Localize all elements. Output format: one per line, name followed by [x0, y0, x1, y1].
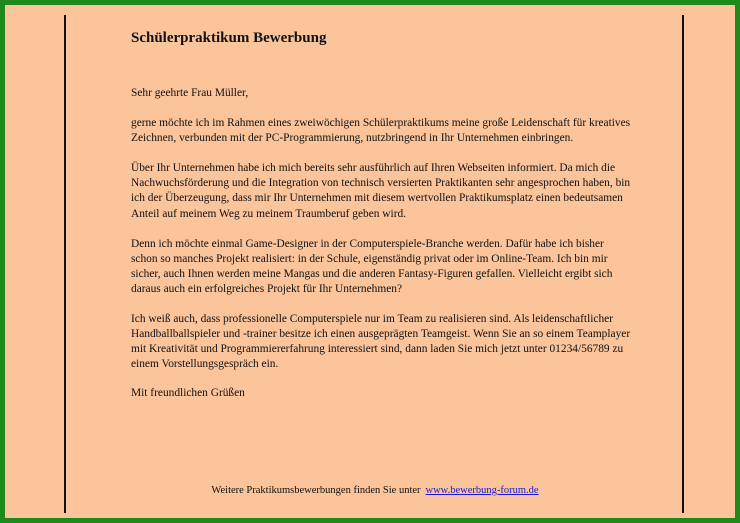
page-title: Schülerpraktikum Bewerbung: [131, 30, 327, 46]
paragraph-intro: gerne möchte ich im Rahmen eines zweiwöchigen Schülerpraktikums meine große Leidenschaft für kreatives Zeichnen, verbunden mit der PC-Programmierung, nutzbringend in Ihr Unternehmen einbringen.: [131, 117, 631, 145]
salutation: Sehr geehrte Frau Müller,: [131, 87, 249, 99]
right-margin-line: [682, 15, 684, 513]
paragraph-company: Über Ihr Unternehmen habe ich mich bereits sehr ausführlich auf Ihren Webseiten informiert. Da mich die Nachwuchsförderung und die Integration von technisch versierten Praktikanten sehr angesprochen haben, bin ich der Überzeugung, dass mir Ihr Unternehmen mit diesem wertvollen Praktikumsplatz einen bedeutsamen Anteil auf meinem Weg zu meinem Traumberuf geben wird.: [131, 162, 631, 220]
paragraph-career-goal: Denn ich möchte einmal Game-Designer in der Computerspiele-Branche werden. Dafür habe ich bisher schon so manches Projekt realisiert: in der Schule, eigenständig privat oder im Online-Team. Ich bin mir sicher, auch Ihnen werden meine Mangas und die anderen Fantasy-Figuren gefallen. Vielleicht ergibt sich daraus auch ein erfolgreiches Projekt für Ihr Unternehmen?: [131, 237, 613, 295]
paragraph-teamwork: Ich weiß auch, dass professionelle Computerspiele nur im Team zu realisieren sind. Als leidenschaftlicher Handballballspieler und -trainer besitze ich einen ausgeprägten Teamgeist. Wenn Sie an so einem Teamplayer mit Kreativität und Programmiererfahrung interessiert sind, dann laden Sie mich jetzt unter 01234/56789 zu einem Vorstellungsgespräch ein.: [131, 313, 631, 371]
left-margin-line: [64, 15, 66, 513]
footer-text: Weitere Praktikumsbewerbungen finden Sie unter: [211, 485, 421, 496]
letter-body: [131, 28, 631, 402]
footer: [5, 485, 740, 496]
closing: Mit freundlichen Grüßen: [131, 387, 245, 400]
footer-link[interactable]: www.bewerbung-forum.de: [425, 485, 539, 496]
